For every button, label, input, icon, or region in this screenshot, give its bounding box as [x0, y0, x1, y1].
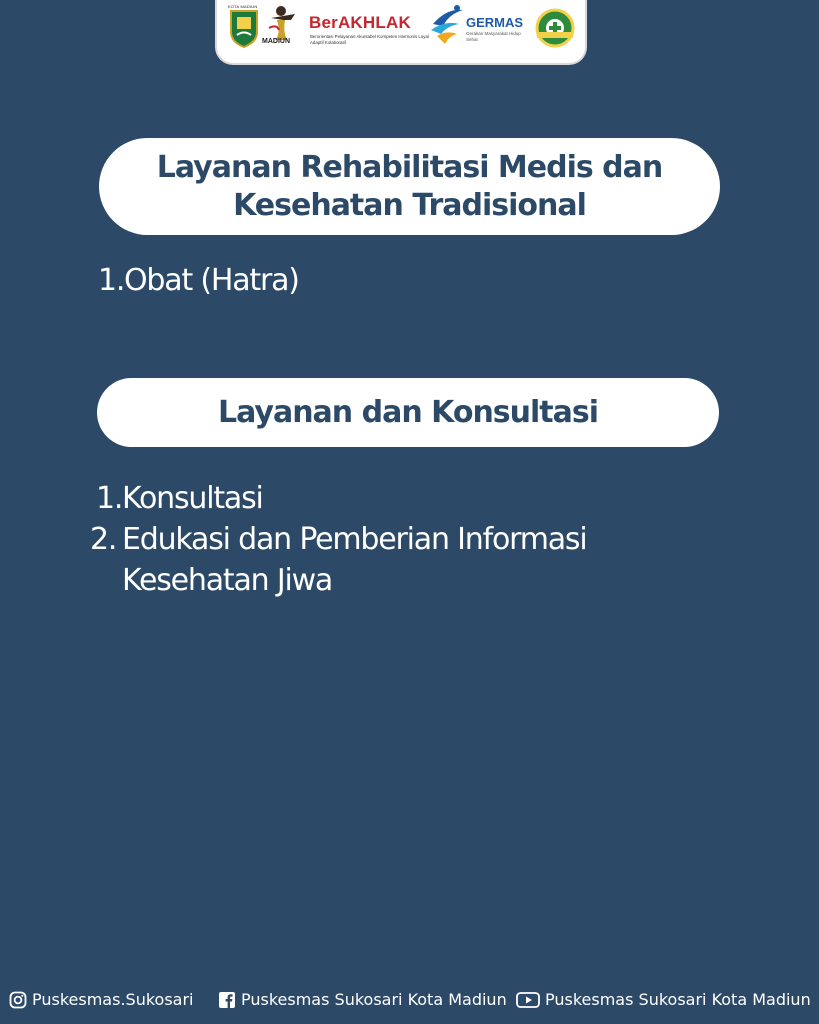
youtube-channel-name: Puskesmas Sukosari Kota Madiun: [545, 990, 811, 1009]
crest-caption: KOTA MADIUN: [228, 4, 258, 9]
list-item-text: Konsultasi: [122, 481, 263, 516]
list-item-text: Obat (Hatra): [124, 263, 299, 298]
germas-swoosh-icon: [427, 2, 467, 46]
germas-logo-title: GERMAS: [466, 15, 524, 30]
facebook-link[interactable]: [218, 990, 507, 1009]
list-item: [98, 260, 299, 301]
germas-logo-tagline: Gerakan Masyarakat Hidup Sehat: [466, 31, 521, 42]
kota-madiun-crest-icon: [229, 8, 259, 48]
facebook-icon: [218, 991, 236, 1009]
youtube-icon: [516, 991, 540, 1009]
facebook-page-name: Puskesmas Sukosari Kota Madiun: [241, 990, 507, 1009]
instagram-icon: [9, 991, 27, 1009]
section-title-text: Layanan dan Konsultasi: [217, 394, 599, 430]
list-item: [96, 478, 586, 519]
list-item-number: 1.: [98, 263, 125, 298]
list-item-continuation: [96, 560, 586, 601]
instagram-handle: Puskesmas.Sukosari: [32, 990, 194, 1009]
madiun-logo-text: MADIUN: [262, 38, 290, 45]
section-title-line-1: Layanan Rehabilitasi Medis dan: [156, 149, 663, 185]
list-item-text: Edukasi dan Pemberian Informasi: [122, 522, 587, 557]
instagram-link[interactable]: [9, 990, 193, 1009]
section-title-konsultasi: [97, 378, 719, 447]
list-item-number: 2.: [90, 522, 117, 557]
section-title-line-2: Kesehatan Tradisional: [233, 187, 586, 223]
list-item-text: Kesehatan Jiwa: [122, 563, 333, 598]
berakhlak-logo-tagline: Berorientasi Pelayanan Akuntabel Kompeten Harmonis Loyal Adaptif Kolaboratif: [310, 34, 429, 45]
youtube-link[interactable]: [516, 990, 811, 1009]
list-item: [90, 519, 587, 560]
rehabilitasi-service-list: [98, 260, 299, 301]
berakhlak-logo-title: BerAKHLAK: [309, 13, 411, 32]
partner-logo-bar: [217, 0, 585, 63]
social-footer: [0, 988, 819, 1016]
health-badge-icon: [533, 8, 577, 48]
list-item-number: 1.: [96, 481, 123, 516]
list-item-number: [96, 560, 122, 601]
konsultasi-service-list: [90, 478, 587, 601]
section-title-rehabilitasi: [99, 138, 720, 235]
